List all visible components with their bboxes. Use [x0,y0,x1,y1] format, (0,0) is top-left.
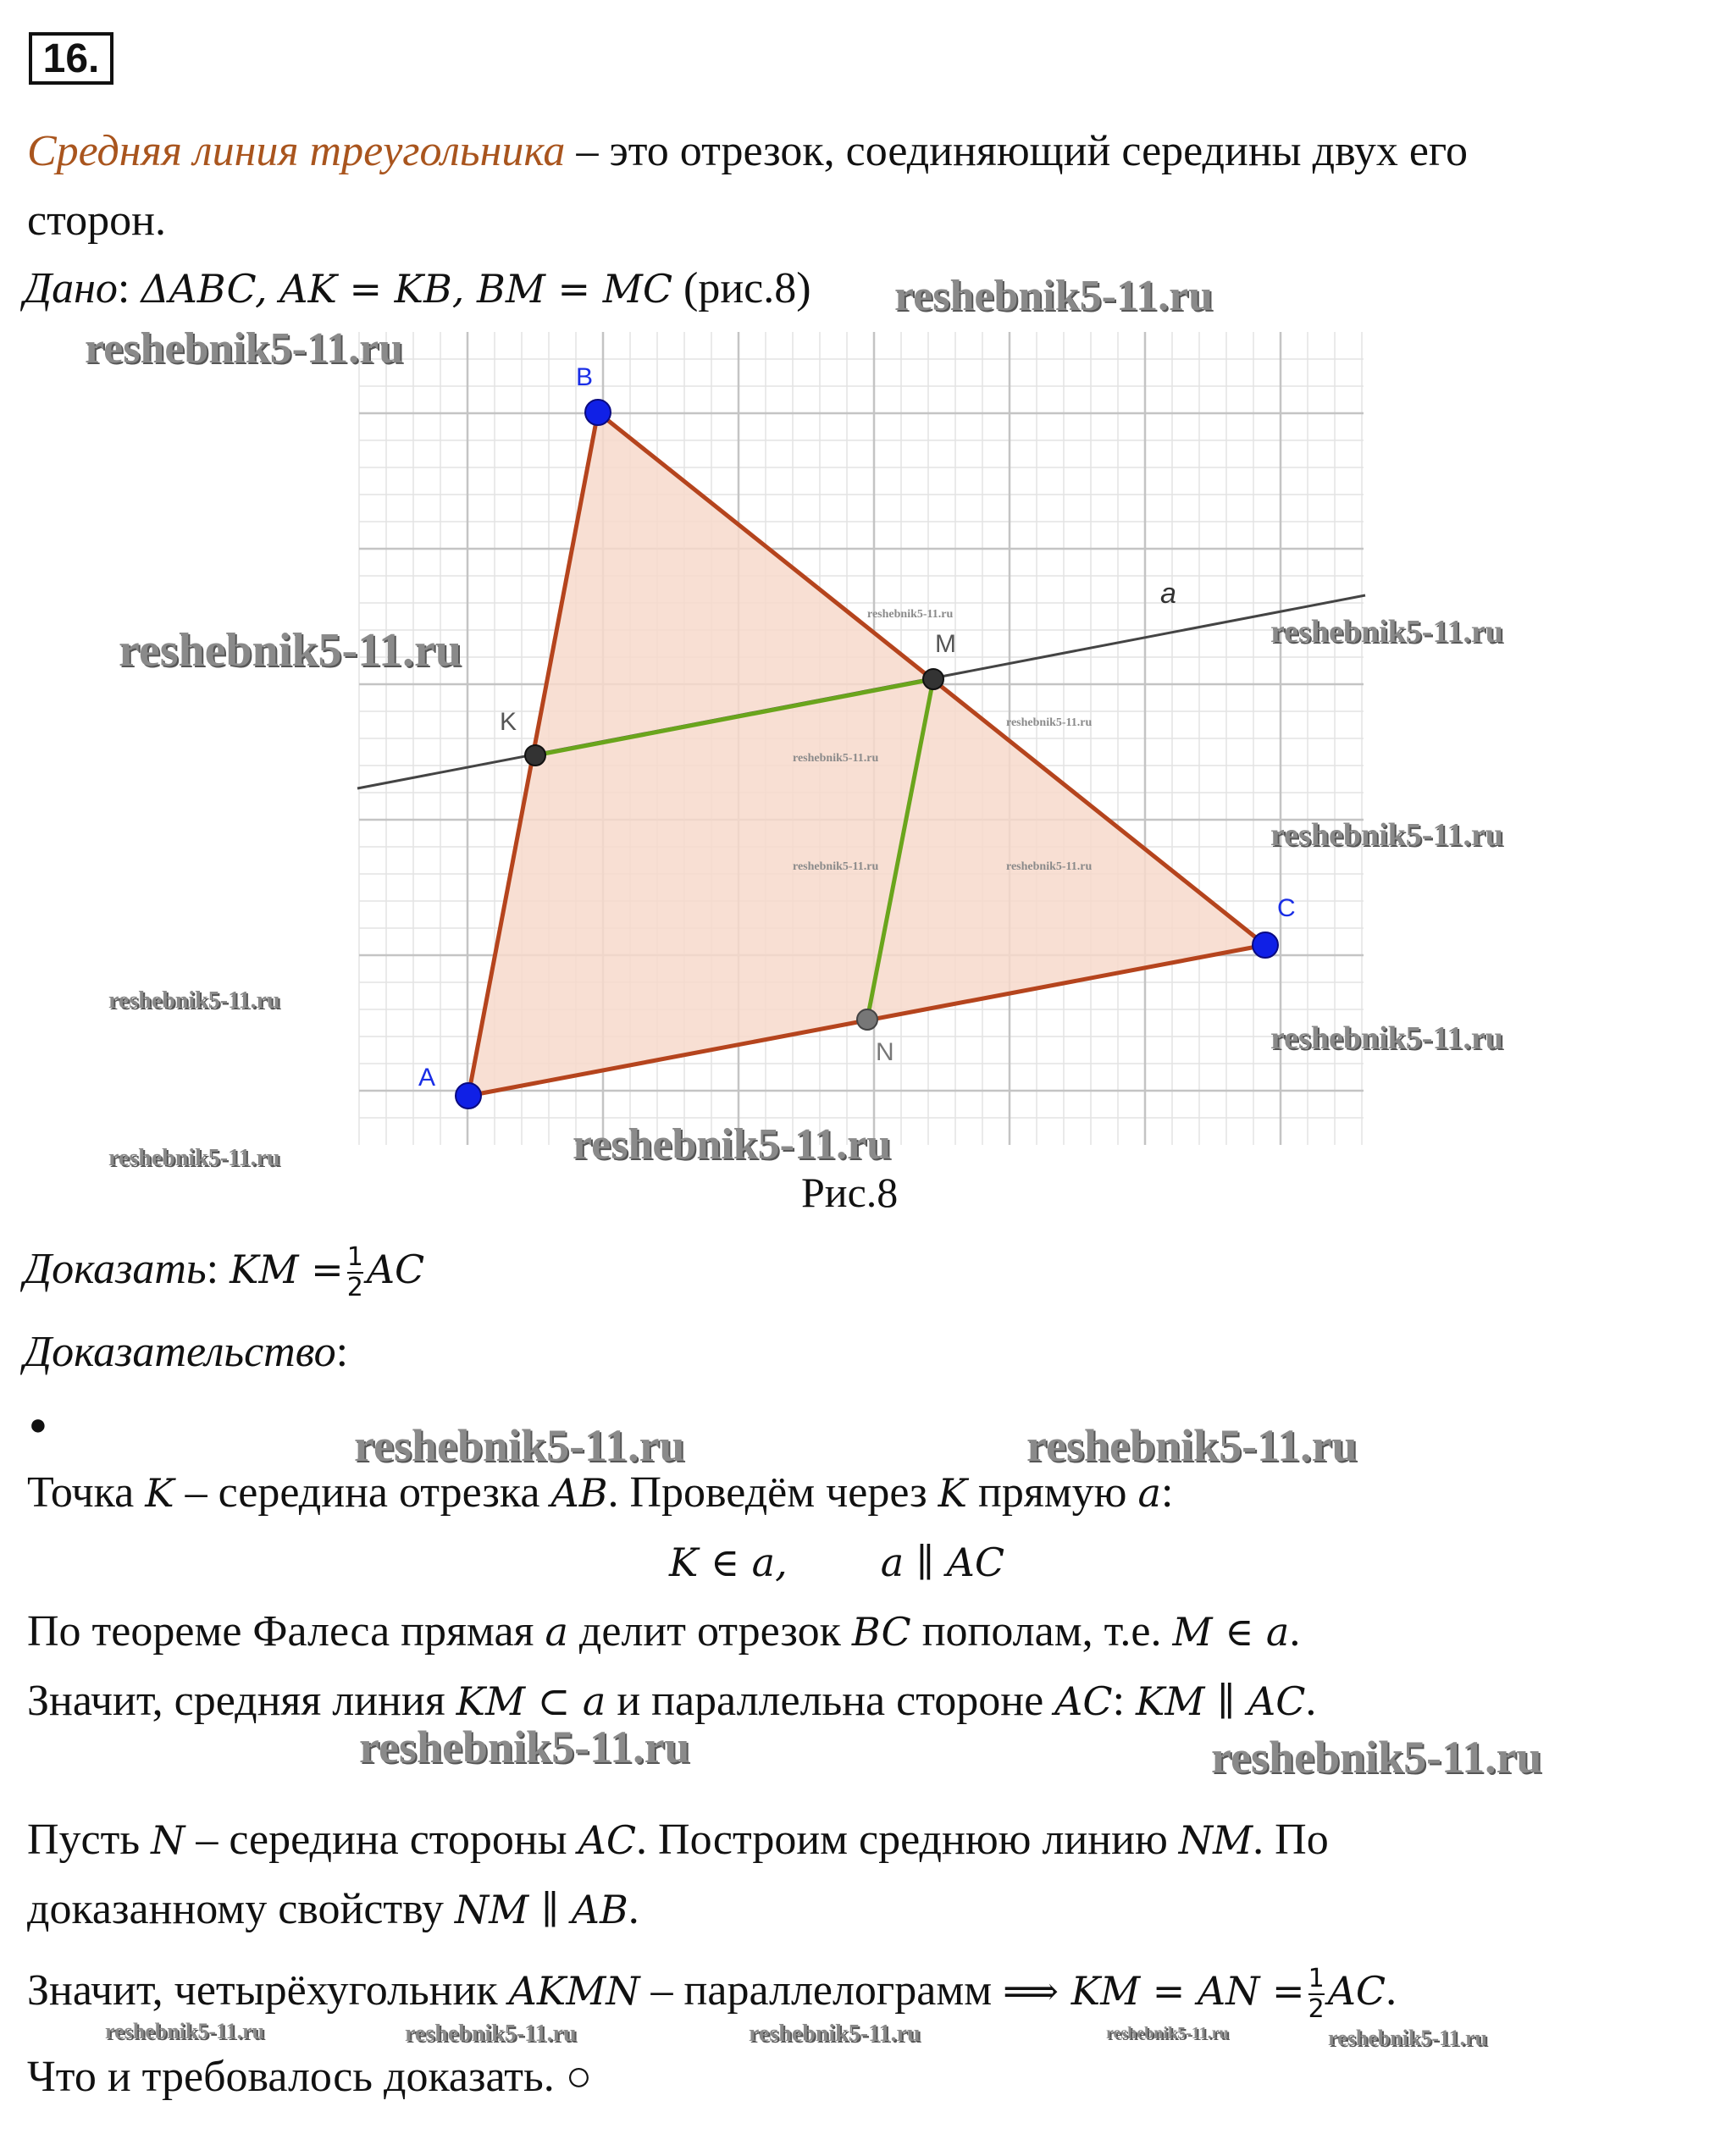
task-number: 16. [29,32,113,85]
t: – параллелограмм [639,1966,1004,2015]
watermark: reshebnik5-11.ru [405,2021,577,2047]
proof-line-6 [27,1875,639,1944]
t: Значит, средняя линия [27,1677,456,1725]
m: KM ⊂ a [456,1678,606,1724]
t: : [1160,1468,1174,1517]
t: . [1386,1966,1397,2015]
point-n [857,1009,877,1030]
t: . По [1253,1816,1329,1864]
t: . Проведём через [607,1468,938,1517]
watermark: reshebnik5-11.ru [85,324,404,373]
t: . [628,1885,639,1933]
label-c: C [1277,894,1296,922]
watermark: reshebnik5-11.ru [119,624,462,677]
proof-line-8 [27,2043,592,2112]
m: AC [1327,1968,1386,2014]
label-m: M [935,630,956,658]
watermark: reshebnik5-11.ru [105,2019,265,2043]
watermark: reshebnik5-11.ru [1006,860,1093,873]
watermark: reshebnik5-11.ru [1026,1420,1358,1471]
m: K [938,1470,968,1516]
watermark: reshebnik5-11.ru [1328,2026,1488,2050]
m: AC [578,1817,637,1863]
label-k: K [500,708,517,736]
t: Пусть [27,1816,152,1864]
t: : [1112,1677,1137,1725]
watermark: reshebnik5-11.ru [867,608,954,621]
watermark: reshebnik5-11.ru [1211,1732,1542,1783]
watermark: reshebnik5-11.ru [1106,2024,1229,2043]
qed-symbol: ○ [565,2053,593,2101]
m: NM [1178,1817,1253,1863]
proof-label-line: Доказательство: [24,1328,349,1376]
figure-caption: Рис.8 [801,1169,899,1216]
definition-line-2: сторон. [27,196,166,245]
point-a [456,1083,481,1108]
prove-fraction [347,1243,363,1302]
m: KM ∥ AC [1136,1678,1306,1724]
fraction-num: 1 [346,1242,363,1273]
proof-line-2 [669,1528,1004,1597]
t: – середина отрезка [174,1468,551,1517]
t: пополам, т.е. [910,1607,1173,1656]
watermark: reshebnik5-11.ru [749,2021,921,2047]
label-line-a: a [1160,578,1176,610]
watermark: reshebnik5-11.ru [793,860,879,873]
watermark: reshebnik5-11.ru [1270,1020,1503,1056]
definition-term: Средняя линия треугольника [27,127,566,175]
prove-rhs: AC [366,1247,425,1292]
watermark: reshebnik5-11.ru [894,272,1214,320]
t: По теореме Фалеса прямая [27,1607,545,1656]
m: K [145,1470,174,1516]
t: прямую [967,1468,1138,1517]
fraction-num: 1 [1308,1964,1325,1994]
point-c [1253,932,1278,958]
fraction [1308,1965,1325,2024]
label-n: N [876,1038,894,1066]
watermark: reshebnik5-11.ru [1006,716,1093,729]
prove-line: Доказать: KM = $\frac{1}{2}$ AC [24,1242,425,1303]
watermark: reshebnik5-11.ru [354,1420,685,1471]
t: . [1305,1677,1317,1725]
watermark: reshebnik5-11.ru [1270,817,1503,853]
point-k [525,745,545,766]
proof-line-5 [27,1805,1329,1875]
t: . Построим среднюю линию [636,1816,1179,1864]
watermark: reshebnik5-11.ru [1270,614,1503,650]
given-ref: (рис.8) [683,264,811,312]
proof-line-3 [27,1597,1300,1667]
fraction-den: 2 [346,1273,363,1303]
t: и параллельна стороне [606,1677,1055,1725]
given-line: Дано: ΔABC, AK = KB, BM = MC (рис.8) [24,264,811,312]
m: NM ∥ AB [454,1887,628,1932]
watermark: reshebnik5-11.ru [573,1120,892,1169]
m: a ∥ AC [880,1540,1005,1585]
given-label: Дано [24,264,118,312]
proof-line-7 [27,1956,1397,2026]
m: BC [851,1609,911,1655]
prove-label: Доказать [24,1245,207,1293]
m: a [545,1609,568,1655]
point-b [585,400,611,425]
point-m [923,669,943,689]
prove-lhs: KM = [230,1247,344,1292]
t: – середина стороны [185,1816,578,1864]
t: Что и требовалось доказать. [27,2053,566,2101]
bullet: ● [29,1407,47,1441]
m: AKMN [508,1968,640,2014]
label-b: B [576,363,594,391]
t: делит отрезок [567,1607,852,1656]
given-math: ΔABC, AK = KB, BM = MC [141,266,673,312]
m: N [151,1817,185,1863]
fraction-den: 2 [1308,1994,1325,2025]
m: AC [1054,1678,1113,1724]
proof-label: Доказательство [24,1328,336,1376]
t: доказанному свойству [27,1885,455,1933]
watermark: reshebnik5-11.ru [108,1145,280,1171]
watermark: reshebnik5-11.ru [793,752,879,765]
m: K ∈ a, [669,1540,788,1585]
watermark: reshebnik5-11.ru [108,987,280,1014]
m: M ∈ a [1172,1609,1290,1655]
m: ⟹ KM = AN = [1003,1968,1305,2014]
t: Точка [27,1468,146,1517]
m: AB [550,1470,608,1516]
m: a [1137,1470,1161,1516]
label-a: A [418,1064,436,1092]
watermark: reshebnik5-11.ru [359,1722,690,1772]
definition-text: – это отрезок, соединяющий середины двух его [565,127,1468,175]
t: . [1289,1607,1301,1656]
t: Значит, четырёхугольник [27,1966,509,2015]
